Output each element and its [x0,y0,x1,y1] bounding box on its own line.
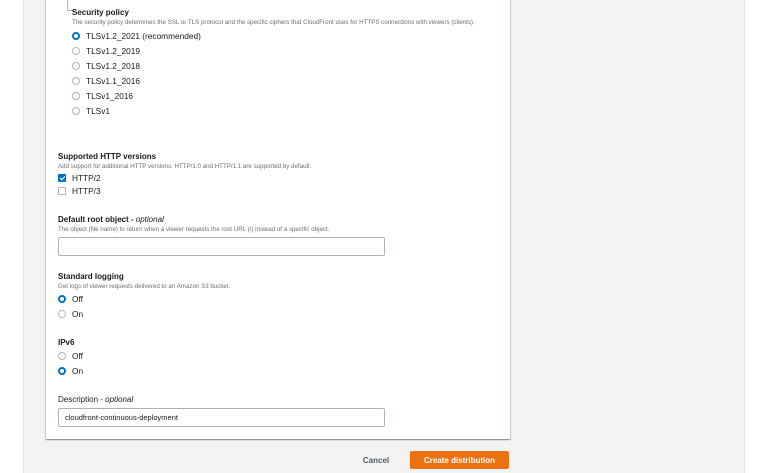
standard-logging-description: Get logs of viewer requests delivered to an Amazon S3 bucket. [58,283,231,290]
radio-ipv6-on[interactable]: On [58,363,498,378]
security-policy-radio-group [72,28,502,118]
settings-card [46,0,510,439]
radio-empty-icon[interactable] [72,62,80,70]
standard-logging-section [58,272,498,321]
http-versions-checkbox-group [58,171,498,197]
radio-empty-icon[interactable] [72,77,80,85]
radio-selected-icon[interactable] [58,295,66,303]
radio-tlsv1-2-2021[interactable]: TLSv1.2_2021 (recommended) [72,28,502,43]
security-policy-description: The security policy determines the SSL or TLS protocol and the specific ciphers that CloudFront uses for HTTPS connections with viewers (clients). [72,19,475,26]
description-section [58,395,498,427]
description-input[interactable]: cloudfront-continuous-deployment [58,408,385,427]
http-versions-section [58,152,498,197]
radio-empty-icon[interactable] [72,92,80,100]
default-root-object-input[interactable] [58,237,385,256]
radio-empty-icon[interactable] [58,352,66,360]
description-label: Description - optional [58,395,134,404]
ipv6-label: IPv6 [58,338,75,347]
cancel-button[interactable]: Cancel [362,455,390,465]
radio-empty-icon[interactable] [72,107,80,115]
radio-logging-on[interactable]: On [58,306,498,321]
security-policy-section [72,8,502,118]
radio-selected-icon[interactable] [72,32,80,40]
checkbox-http2[interactable]: HTTP/2 [58,171,498,184]
radio-tlsv1-1-2016[interactable]: TLSv1.1_2016 [72,73,502,88]
radio-tlsv1-2-2018[interactable]: TLSv1.2_2018 [72,58,502,73]
radio-tlsv1[interactable]: TLSv1 [72,103,502,118]
standard-logging-label: Standard logging [58,272,124,281]
default-root-object-section [58,215,498,256]
radio-tlsv1-2-2019[interactable]: TLSv1.2_2019 [72,43,502,58]
checkbox-http3[interactable]: HTTP/3 [58,184,498,197]
radio-tlsv1-2016[interactable]: TLSv1_2016 [72,88,502,103]
http-versions-label: Supported HTTP versions [58,152,157,161]
http-versions-description: Add support for additional HTTP versions. HTTP/1.0 and HTTP/1.1 are supported by default. [58,163,312,170]
radio-selected-icon[interactable] [58,367,66,375]
radio-empty-icon[interactable] [58,310,66,318]
checkbox-empty-icon[interactable] [58,187,66,195]
radio-logging-off[interactable]: Off [58,291,498,306]
ipv6-radio-group [58,348,498,378]
radio-empty-icon[interactable] [72,47,80,55]
default-root-object-label: Default root object - optional [58,215,164,224]
default-root-object-description: The object (file name) to return when a viewer requests the root URL (/) instead of a specific object. [58,226,330,233]
radio-ipv6-off[interactable]: Off [58,348,498,363]
security-policy-label: Security policy [72,8,129,17]
ipv6-section [58,338,498,378]
checkbox-checked-icon[interactable] [58,174,66,182]
standard-logging-radio-group [58,291,498,321]
create-distribution-button[interactable]: Create distribution [410,451,509,469]
